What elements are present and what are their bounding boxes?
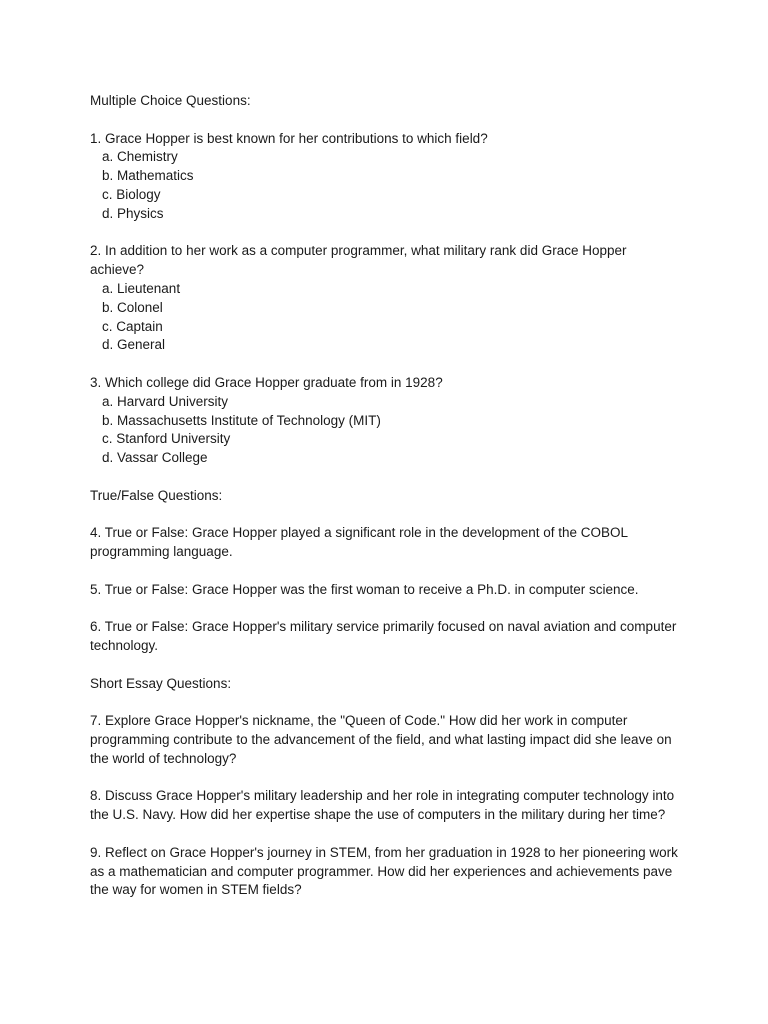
question-text: 3. Which college did Grace Hopper graduate from in 1928? [90, 374, 443, 390]
answer-option: c. Biology [102, 186, 161, 202]
document-page [90, 92, 680, 919]
section-true-false [90, 487, 680, 656]
question-3 [90, 374, 680, 468]
answer-option: d. Vassar College [102, 450, 208, 466]
answer-option: a. Chemistry [102, 149, 178, 165]
section-heading: Short Essay Questions: [90, 675, 232, 691]
question-4 [90, 524, 680, 562]
question-8 [90, 787, 680, 825]
question-7 [90, 712, 680, 768]
question-text: 9. Reflect on Grace Hopper's journey in STEM, from her graduation in 1928 to her pioneering work as a mathematician and computer programmer. How did her experiences and achievements pave the way for women in STEM fields? [90, 844, 678, 898]
question-text: 4. True or False: Grace Hopper played a significant role in the development of the COBOL programming language. [90, 525, 628, 560]
section-multiple-choice [90, 92, 680, 468]
answer-options [90, 393, 680, 468]
question-text: 2. In addition to her work as a computer programmer, what military rank did Grace Hopper achieve? [90, 243, 627, 278]
answer-option: d. General [102, 337, 166, 353]
answer-option: b. Colonel [102, 299, 163, 315]
answer-option: d. Physics [102, 205, 164, 221]
answer-option: b. Mathematics [102, 168, 194, 184]
question-9 [90, 844, 680, 900]
answer-option: c. Captain [102, 318, 163, 334]
answer-option: a. Lieutenant [102, 280, 181, 296]
question-5 [90, 581, 680, 600]
question-text: 7. Explore Grace Hopper's nickname, the "Queen of Code." How did her work in computer programming contribute to the advancement of the field, and what lasting impact did she leave on the world of technology? [90, 713, 672, 766]
question-text: 6. True or False: Grace Hopper's military service primarily focused on naval aviation and computer technology. [90, 619, 677, 654]
section-short-essay [90, 675, 680, 901]
answer-options [90, 280, 680, 355]
question-1 [90, 130, 680, 224]
question-text: 5. True or False: Grace Hopper was the first woman to receive a Ph.D. in computer science. [90, 581, 639, 597]
section-heading: True/False Questions: [90, 487, 223, 503]
answer-option: b. Massachusetts Institute of Technology (MIT) [102, 412, 381, 428]
answer-option: a. Harvard University [102, 393, 229, 409]
question-text: 1. Grace Hopper is best known for her contributions to which field? [90, 130, 488, 146]
answer-option: c. Stanford University [102, 431, 231, 447]
question-2 [90, 242, 680, 355]
section-heading: Multiple Choice Questions: [90, 93, 251, 108]
question-6 [90, 618, 680, 656]
answer-options [90, 148, 680, 223]
question-text: 8. Discuss Grace Hopper's military leadership and her role in integrating computer technology into the U.S. Navy. How did her expertise shape the use of computers in the military during her time? [90, 788, 675, 823]
